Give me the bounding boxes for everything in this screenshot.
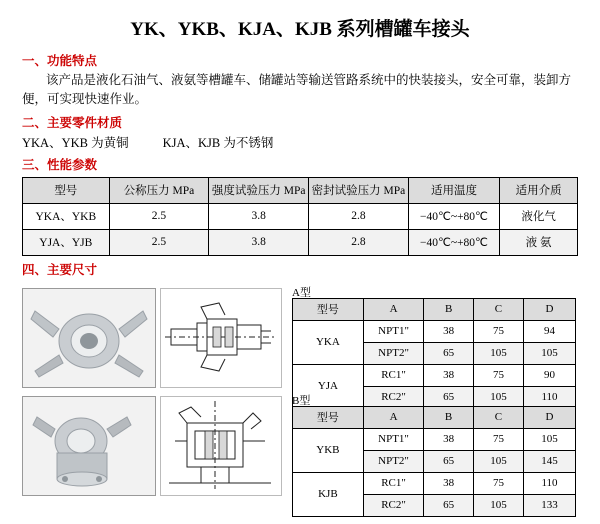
- dimb-col-2: B: [424, 406, 474, 428]
- dima-r0-model: YKA: [293, 320, 364, 364]
- dima-r2-model: YJA: [293, 364, 364, 408]
- dimb-r3-d: 133: [524, 494, 576, 516]
- dimension-table-label-a: A型: [292, 286, 311, 299]
- perf-r1-c2: 3.8: [209, 229, 309, 255]
- table-header-row: [23, 177, 578, 203]
- dima-r0-c: 75: [473, 320, 523, 342]
- perf-r1-c1: 2.5: [109, 229, 209, 255]
- coupling-b-illustration: [23, 397, 155, 495]
- performance-table: [22, 177, 578, 256]
- dima-r0-b: 38: [424, 320, 474, 342]
- dima-col-2: B: [424, 298, 474, 320]
- table-row: [293, 364, 576, 386]
- dima-r3-c: 105: [473, 386, 523, 408]
- dimensions-area: [0, 284, 600, 524]
- section-heading-materials: 二、主要零件材质: [22, 115, 123, 130]
- table-header-row: [293, 298, 576, 320]
- dimb-col-0: 型号: [293, 406, 364, 428]
- dimb-r2-d: 110: [524, 472, 576, 494]
- perf-r0-c5: 液化气: [500, 203, 578, 229]
- dimb-r0-model: YKB: [293, 428, 364, 472]
- perf-r0-c4: −40℃~+80℃: [408, 203, 499, 229]
- dimb-r3-a: RC2": [363, 494, 423, 516]
- dimension-table-a: [292, 298, 576, 409]
- product-photo-a: [22, 288, 156, 388]
- dimb-r2-c: 75: [473, 472, 523, 494]
- table-row: [23, 203, 578, 229]
- dimb-r1-c: 105: [473, 450, 523, 472]
- dima-col-0: 型号: [293, 298, 364, 320]
- dimb-col-1: A: [363, 406, 423, 428]
- perf-r0-c2: 3.8: [209, 203, 309, 229]
- product-drawing-b: [160, 396, 282, 496]
- page-title: YK、YKB、KJA、KJB 系列槽罐车接头: [130, 19, 470, 40]
- perf-r1-c0: YJA、YJB: [23, 229, 110, 255]
- table-header-row: [293, 406, 576, 428]
- product-photo-b: [22, 396, 156, 496]
- perf-r1-c5: 液 氨: [500, 229, 578, 255]
- perf-col-4: 适用温度: [408, 177, 499, 203]
- materials-left: YKA、YKB 为黄铜: [22, 135, 129, 150]
- table-row: [23, 229, 578, 255]
- dimb-r3-b: 65: [424, 494, 474, 516]
- table-row: [293, 428, 576, 450]
- perf-col-2: 强度试验压力 MPa: [209, 177, 309, 203]
- dima-r1-b: 65: [424, 342, 474, 364]
- dimb-col-4: D: [524, 406, 576, 428]
- features-body: 该产品是液化石油气、液氨等槽罐车、储罐站等输送管路系统中的快装接头，安全可靠，装卸方便，可实现快速作业。: [22, 73, 572, 106]
- perf-col-1: 公称压力 MPa: [109, 177, 209, 203]
- perf-r0-c0: YKA、YKB: [23, 203, 110, 229]
- dima-r1-c: 105: [473, 342, 523, 364]
- coupling-a-line-drawing: [161, 289, 279, 385]
- dimb-r2-b: 38: [424, 472, 474, 494]
- perf-col-5: 适用介质: [500, 177, 578, 203]
- perf-r0-c3: 2.8: [309, 203, 409, 229]
- dimb-r1-d: 145: [524, 450, 576, 472]
- dimension-table-b: [292, 406, 576, 517]
- table-row: [293, 472, 576, 494]
- coupling-a-illustration: [23, 289, 155, 387]
- dima-r0-a: NPT1": [363, 320, 423, 342]
- dimb-r0-b: 38: [424, 428, 474, 450]
- section-heading-performance: 三、性能参数: [22, 157, 98, 172]
- product-drawing-a: [160, 288, 282, 388]
- dima-col-1: A: [363, 298, 423, 320]
- dimension-table-label-b: B型: [292, 394, 311, 407]
- perf-col-3: 密封试验压力 MPa: [309, 177, 409, 203]
- dimb-r2-model: KJB: [293, 472, 364, 516]
- dimb-r1-a: NPT2": [363, 450, 423, 472]
- dima-r3-a: RC2": [363, 386, 423, 408]
- dima-r2-d: 90: [524, 364, 576, 386]
- dima-r3-d: 110: [524, 386, 576, 408]
- dima-r1-a: NPT2": [363, 342, 423, 364]
- dima-col-3: C: [473, 298, 523, 320]
- dima-r0-d: 94: [524, 320, 576, 342]
- dimb-r1-b: 65: [424, 450, 474, 472]
- dimb-r0-c: 75: [473, 428, 523, 450]
- dima-r2-a: RC1": [363, 364, 423, 386]
- table-row: [293, 320, 576, 342]
- perf-r1-c4: −40℃~+80℃: [408, 229, 499, 255]
- dimb-r3-c: 105: [473, 494, 523, 516]
- materials-line: [22, 133, 600, 151]
- section-heading-dimensions: 四、主要尺寸: [22, 262, 98, 277]
- coupling-b-line-drawing: [161, 397, 279, 493]
- perf-r0-c1: 2.5: [109, 203, 209, 229]
- perf-r1-c3: 2.8: [309, 229, 409, 255]
- materials-right: KJA、KJB 为不锈钢: [162, 135, 274, 150]
- dimb-r0-a: NPT1": [363, 428, 423, 450]
- dima-r1-d: 105: [524, 342, 576, 364]
- dima-r2-b: 38: [424, 364, 474, 386]
- dimb-col-3: C: [473, 406, 523, 428]
- dima-r2-c: 75: [473, 364, 523, 386]
- section-heading-features: 一、功能特点: [22, 54, 98, 68]
- dimb-r0-d: 105: [524, 428, 576, 450]
- dima-r3-b: 65: [424, 386, 474, 408]
- perf-col-0: 型号: [23, 177, 110, 203]
- dimb-r2-a: RC1": [363, 472, 423, 494]
- dima-col-4: D: [524, 298, 576, 320]
